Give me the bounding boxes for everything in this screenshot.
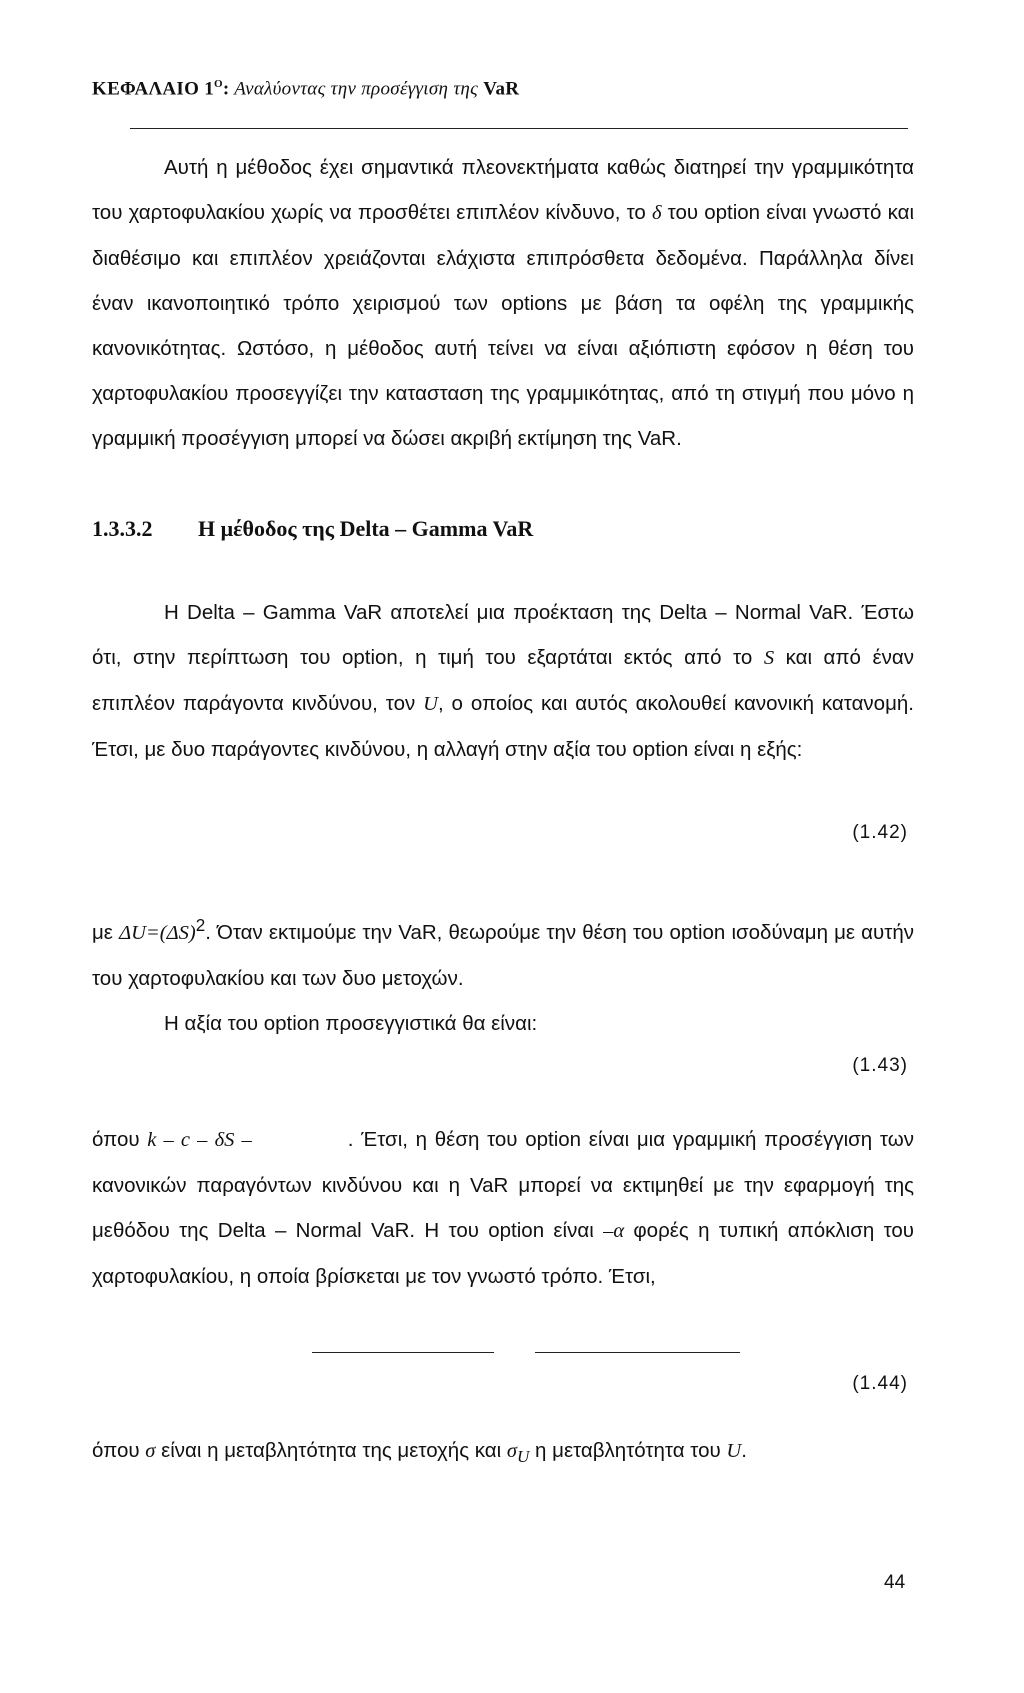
formula-delta-u: ΔU=(ΔS) [119,921,196,944]
equation-number-1-42: (1.42) [852,822,908,843]
chapter-title-var: VaR [483,78,520,100]
p6-text-a: όπου [92,1439,146,1462]
running-header [92,78,519,100]
p5-text-c: φορές η τυπική απόκλιση του χαρτοφυλακίου, η οποία βρίσκεται με τον γνωστό τρόπο. Έτσι, [92,1219,914,1288]
p6-text-d: . [741,1439,747,1462]
formula-exponent: 2 [195,916,206,935]
var-U: U [423,693,438,715]
formula-k: k – c – δS – [147,1129,252,1151]
p1-text-a: Αυτή η μέθοδος έχει σημαντικά πλεονεκτήματα καθώς διατηρεί την γραμμικότητα του χαρτοφυλακίου χωρίς να προσθέτει επιπλέον κίνδυνο, το [92,156,914,224]
delta-symbol: δ [651,202,662,224]
p4-text-b: . Όταν εκτιμούμε την VaR, θεωρούμε την θέση του option ισοδύναμη με αυτήν του χαρτοφυλακίου και των δυο μετοχών. [92,920,914,990]
sigma-symbol: σ [145,1440,156,1462]
p4-text-a: με [92,920,120,944]
paragraph-volatility [92,1428,914,1479]
alpha-symbol: –α [603,1220,625,1242]
section-number: 1.3.3.2 [92,516,153,541]
p6-text-c: η μεταβλητότητα του [529,1439,727,1462]
p5-text-b: . Έτσι, η θέση του option είναι μια γραμμική προσέγγιση των κανονικών παραγόντων κινδύνου και η VaR μπορεί να εκτιμηθεί με την εφαρμογή της μεθόδου της Delta – Normal VaR. Η του option είναι [92,1128,914,1242]
header-rule [130,128,908,129]
paragraph-linear-approx [92,1117,914,1299]
section-title: Η μέθοδος της Delta – Gamma VaR [198,516,534,541]
p5-text-a: όπου [92,1128,148,1151]
var-U-2: U [726,1440,742,1462]
formula-blank-line [535,1352,740,1353]
var-S: S [763,647,775,669]
header-colon: : [222,78,230,100]
sigma-u-subscript: U [517,1447,530,1467]
paragraph-delta-gamma-intro [92,590,914,772]
p6-text-b: είναι η μεταβλητότητα της μετοχής και [155,1439,507,1462]
equation-number-1-44: (1.44) [852,1373,908,1394]
formula-blank-line [312,1352,494,1353]
page-number: 44 [884,1572,906,1593]
paragraph-delta-u [92,903,914,1046]
sigma-u-symbol: σ [506,1440,518,1462]
p3-text-c: , ο οποίος και αυτός ακολουθεί κανονική κατανομή. Έτσι, με δυο παράγοντες κινδύνου, η αλλαγή στην αξία του option είναι η εξής: [92,692,914,761]
section-heading [92,516,533,542]
p4-text-option-value: Η αξία του option προσεγγιστικά θα είναι: [164,1011,538,1035]
chapter-title: Αναλύοντας την προσέγγιση της [229,78,484,100]
chapter-label: ΚΕΦΑΛΑΙΟ 1 [92,78,215,100]
p3-text-b: και από έναν επιπλέον παράγοντα κινδύνου, τον [92,646,914,715]
p1-text-b: του option είναι γνωστό και διαθέσιμο και επιπλέον χρειάζονται ελάχιστα επιπρόσθετα δεδομένα. Παράλληλα δίνει έναν ικανοποιητικό τρόπο χειρισμού των options με βάση τα οφέλη της γραμμικής κανονικότητας. Ωστόσο, η μέθοδος αυτή τείνει να είναι αξιόπιστη εφόσον η θέση του χαρτοφυλακίου προσεγγίζει την κατασταση της γραμμικότητας, από τη στιγμή που μόνο η γραμμική προσέγγιση μπορεί να δώσει ακριβή εκτίμηση της VaR. [92,201,914,450]
chapter-sup: Ο [214,78,223,90]
p3-text-a: Η Delta – Gamma VaR αποτελεί μια προέκταση της Delta – Normal VaR. Έστω ότι, στην περίπτωση του option, η τιμή του εξαρτάται εκτός από το [92,601,914,669]
equation-number-1-43: (1.43) [852,1055,908,1076]
paragraph-advantages [92,145,914,461]
